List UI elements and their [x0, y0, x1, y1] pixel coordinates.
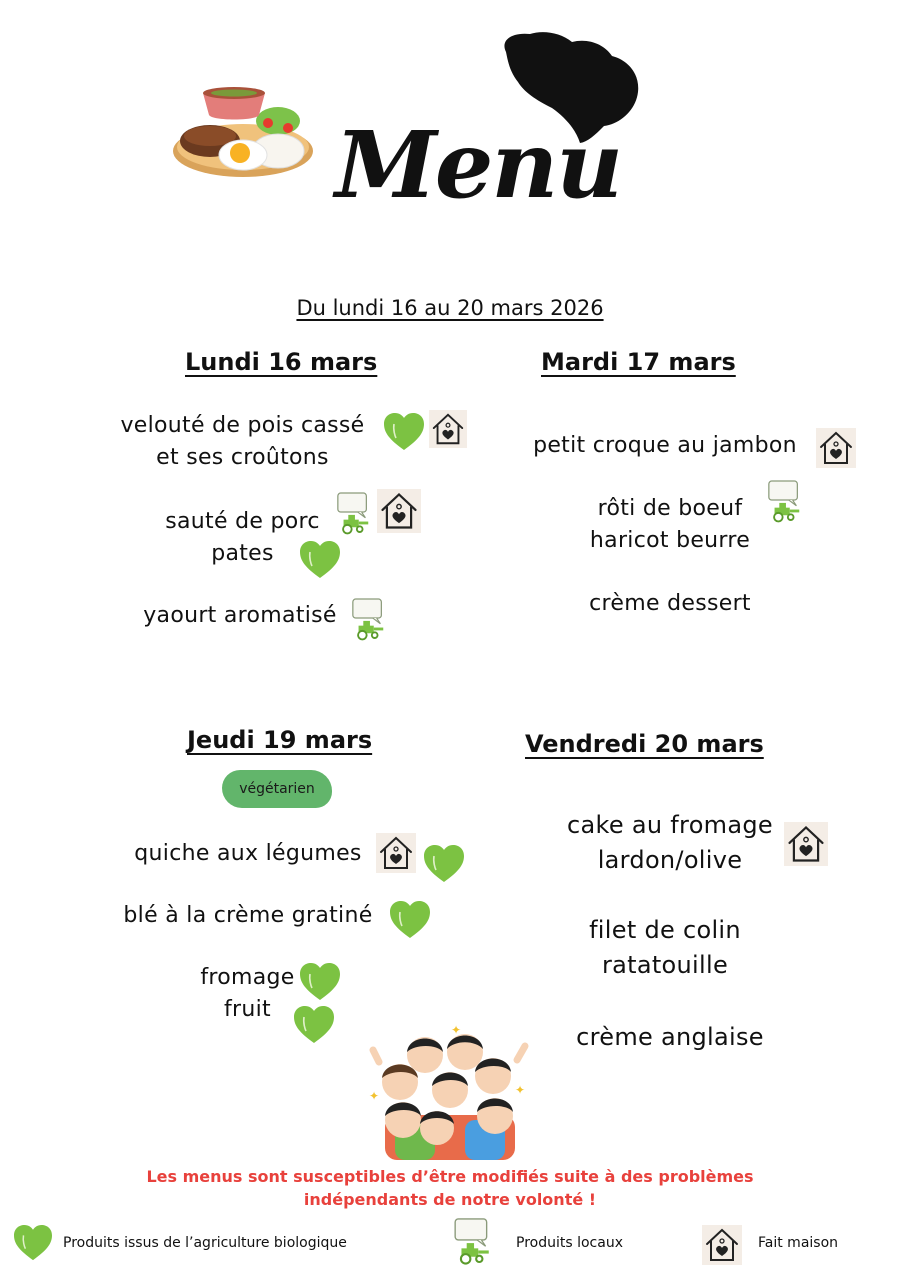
- day-title-mardi: Mardi 17 mars: [541, 348, 736, 376]
- food-plate-illustration: [168, 73, 318, 181]
- produits-locaux-icon: [350, 596, 388, 642]
- fait-maison-icon: [376, 826, 416, 880]
- dish-line: sauté de porc: [165, 509, 320, 534]
- legend-bio-label: Produits issus de l’agriculture biologique: [63, 1235, 347, 1251]
- fait-maison-icon: [816, 426, 856, 470]
- fait-maison-icon: [377, 488, 421, 534]
- dish-jeudi-1: [118, 838, 378, 870]
- dish-line: quiche aux légumes: [134, 841, 362, 866]
- vegetarien-badge: végétarien: [222, 770, 332, 808]
- bio-icon: [388, 900, 432, 940]
- bio-icon: [422, 844, 466, 884]
- notice-line: indépendants de notre volonté !: [303, 1190, 597, 1209]
- produits-locaux-icon: [452, 1214, 494, 1268]
- fait-maison-icon: [429, 409, 467, 449]
- dish-line: crème dessert: [589, 591, 751, 616]
- dish-line: fromage: [200, 965, 295, 990]
- svg-text:✦: ✦: [451, 1023, 462, 1037]
- children-illustration: [365, 1020, 535, 1160]
- legend-locaux-label: Produits locaux: [516, 1235, 623, 1251]
- day-title-jeudi: Jeudi 19 mars: [187, 726, 373, 754]
- day-title-lundi: Lundi 16 mars: [185, 348, 378, 376]
- fait-maison-icon: [784, 818, 828, 870]
- page-title: Menu: [335, 111, 622, 219]
- dish-line: blé à la crème gratiné: [123, 903, 373, 928]
- dish-line: fruit: [224, 997, 271, 1022]
- svg-text:✦: ✦: [369, 1089, 380, 1103]
- produits-locaux-icon: [335, 490, 373, 536]
- dish-line: crème anglaise: [576, 1023, 764, 1051]
- dish-jeudi-3: [190, 962, 305, 1026]
- dish-line: rôti de boeuf: [597, 496, 743, 521]
- dish-mardi-1: [515, 430, 815, 462]
- dish-line: lardon/olive: [597, 846, 743, 874]
- dish-line: filet de colin: [589, 916, 741, 944]
- dish-vendredi-1: [545, 808, 795, 878]
- dish-mardi-2: [565, 493, 775, 557]
- dish-jeudi-2: [108, 900, 388, 932]
- bio-icon: [298, 540, 342, 580]
- bio-icon: [298, 962, 342, 1002]
- produits-locaux-icon: [766, 478, 804, 524]
- legend-fait-maison-label: Fait maison: [758, 1235, 839, 1251]
- bio-icon: [382, 412, 426, 452]
- dish-vendredi-3: [550, 1020, 790, 1055]
- day-title-vendredi: Vendredi 20 mars: [525, 730, 764, 758]
- dish-lundi-3: [130, 600, 350, 632]
- dish-line: haricot beurre: [589, 528, 751, 553]
- svg-text:✦: ✦: [515, 1083, 526, 1097]
- fait-maison-icon: [702, 1224, 742, 1266]
- dish-line: ratatouille: [601, 951, 729, 979]
- disclaimer-notice: [100, 1165, 800, 1211]
- dish-mardi-3: [565, 588, 775, 620]
- notice-line: Les menus sont susceptibles d’être modifiés suite à des problèmes: [146, 1167, 754, 1186]
- date-range: Du lundi 16 au 20 mars 2026: [296, 296, 604, 320]
- dish-line: pates: [211, 541, 274, 566]
- dish-lundi-1: [100, 410, 385, 474]
- bio-icon: [292, 1005, 336, 1045]
- dish-line: et ses croûtons: [156, 445, 329, 470]
- dish-line: petit croque au jambon: [533, 433, 797, 458]
- dish-line: velouté de pois cassé: [120, 413, 365, 438]
- bio-icon: [12, 1224, 54, 1262]
- dish-vendredi-2: [560, 913, 770, 983]
- dish-line: yaourt aromatisé: [143, 603, 337, 628]
- dish-line: cake au fromage: [567, 811, 773, 839]
